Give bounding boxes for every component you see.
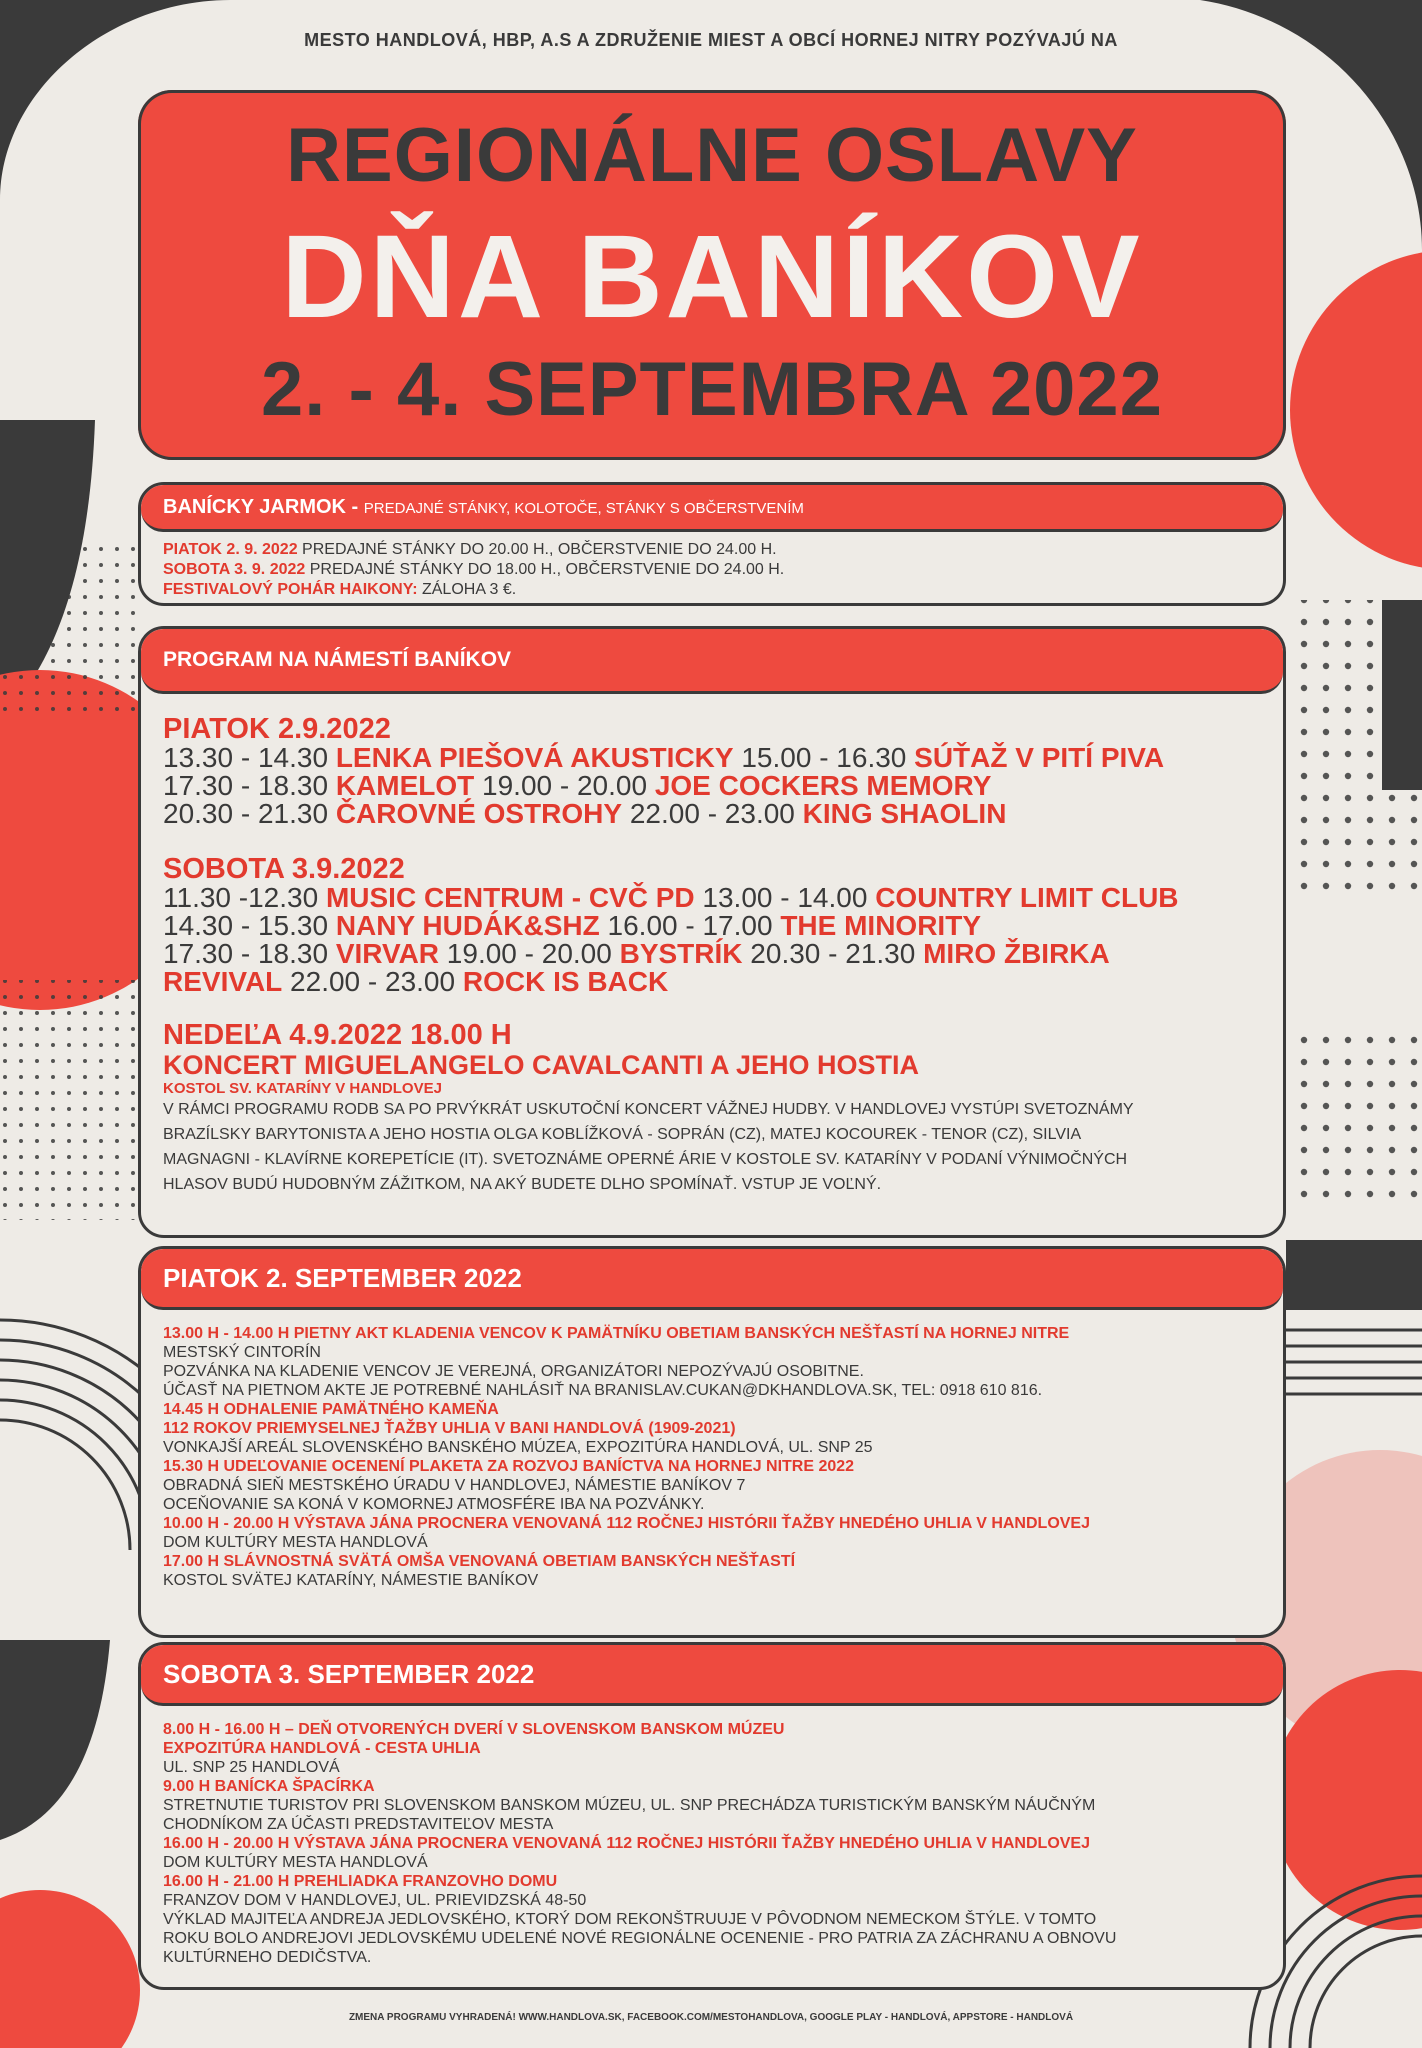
program-slot-highlight: JOE COCKERS MEMORY	[654, 770, 992, 801]
event-highlight: 13.00 H - 14.00 H PIETNY AKT KLADENIA VENCOV	[163, 1325, 547, 1342]
description-line: V RÁMCI PROGRAMU RODB SA PO PRVÝKRÁT USKUTOČNÍ KONCERT VÁŽNEJ HUDBY. V HANDLOVEJ VYSTÚPI SVETOZNÁMY	[163, 1101, 1134, 1118]
program-card	[138, 626, 1286, 1238]
program-slot-text: 22.00 - 23.00	[622, 798, 803, 829]
piatok-card	[138, 1246, 1286, 1638]
event-text: DOM KULTÚRY MESTA HANDLOVÁ	[163, 1854, 428, 1871]
jarmok-row-text: ZÁLOHA 3 €.	[417, 581, 517, 598]
program-slot-highlight: COUNTRY LIMIT CLUB	[875, 882, 1179, 913]
event-line	[163, 1834, 1261, 1853]
event-line	[163, 1720, 1261, 1739]
program-body	[141, 694, 1283, 1197]
event-highlight: 16.00 H - 21.00 H PREHLIADKA FRANZOVHO DOMU	[163, 1873, 558, 1890]
event-line	[163, 1872, 1261, 1891]
event-line	[163, 1948, 1261, 1967]
event-line	[163, 1438, 1261, 1457]
program-slot-highlight: LENKA PIEŠOVÁ AKUSTICKY	[335, 742, 734, 773]
title-dates: 2. - 4. SEPTEMBRA 2022	[261, 347, 1163, 432]
event-line	[163, 1514, 1261, 1533]
event-line	[163, 1362, 1261, 1381]
sobota-header: SOBOTA 3. SEPTEMBER 2022	[141, 1645, 1283, 1706]
event-line	[163, 1891, 1261, 1910]
program-slot-text: 19.00 - 20.00	[474, 770, 655, 801]
program-slot-text: 14.30 - 15.30	[163, 910, 336, 941]
program-slot-highlight: KAMELOT	[335, 770, 475, 801]
description-line: MAGNAGNI - KLAVÍRNE KOREPETÍCIE (IT). SVETOZNÁME OPERNÉ ÁRIE V KOSTOLE SV. KATARÍNY V PODANÍ VÝNIMOČNÝCH	[163, 1151, 1128, 1168]
event-highlight: 17.00 H SLÁVNOSTNÁ SVÄTÁ OMŠA	[163, 1553, 445, 1570]
event-highlight: V SLOVENSKOM BANSKOM MÚZEU	[502, 1721, 785, 1738]
event-text: FRANZOV DOM V HANDLOVEJ, UL. PRIEVIDZSKÁ 48-50	[163, 1892, 587, 1909]
title-line-1: REGIONÁLNE OSLAVY	[286, 113, 1138, 198]
event-highlight: 15.30 H UDEĽOVANIE OCENENÍ PLAKETA ZA ROZVOJ BANÍCTVA NA HORNEJ NITRE 2022	[163, 1458, 855, 1475]
event-line	[163, 1910, 1261, 1929]
event-highlight: VENOVANÁ OBETIAM BANSKÝCH NEŠŤASTÍ	[444, 1553, 796, 1570]
title-banner	[138, 90, 1286, 460]
program-slot-highlight: THE MINORITY	[780, 910, 981, 941]
program-slot-highlight: ROCK IS BACK	[462, 966, 669, 997]
jarmok-header	[141, 485, 1283, 532]
program-slot-highlight: KING SHAOLIN	[802, 798, 1007, 829]
event-line	[163, 1324, 1261, 1343]
program-slot-line	[163, 800, 1263, 828]
event-text: VONKAJŠÍ AREÁL SLOVENSKÉHO BANSKÉHO MÚZEA, EXPOZITÚRA HANDLOVÁ, UL. SNP 25	[163, 1439, 873, 1456]
program-slot-line	[163, 772, 1263, 800]
jarmok-row	[163, 540, 1261, 560]
jarmok-row-text: PREDAJNÉ STÁNKY DO 18.00 H., OBČERSTVENIE DO 24.00 H.	[305, 561, 785, 578]
jarmok-row-label: FESTIVALOVÝ POHÁR HAIKONY:	[163, 581, 418, 598]
event-line	[163, 1796, 1261, 1815]
event-text: ROKU BOLO ANDREJOVI JEDLOVSKÉMU UDELENÉ NOVÉ REGIONÁLNE OCENENIE - PRO PATRIA ZA ZÁCHRANU A OBNOVU	[163, 1930, 1117, 1947]
event-line	[163, 1495, 1261, 1514]
event-text: KOSTOL SVÄTEJ KATARÍNY, NÁMESTIE BANÍKOV	[163, 1572, 539, 1589]
program-slot-text: 13.00 - 14.00	[694, 882, 876, 913]
event-highlight: VENOVANÁ 112 ROČNEJ HISTÓRII ŤAŽBY HNEDÉHO UHLIA V HANDLOVEJ	[507, 1515, 1090, 1532]
event-text: DOM KULTÚRY MESTA HANDLOVÁ	[163, 1534, 428, 1551]
program-day-nedela: NEDEĽA 4.9.2022 18.00 H	[163, 1019, 512, 1051]
program-slot-line	[163, 968, 1263, 996]
event-text: ÚČASŤ NA PIETNOM AKTE JE POTREBNÉ NAHLÁSIŤ NA BRANISLAV.CUKAN@DKHANDLOVA.SK, TEL: 0918 610 816.	[163, 1382, 1043, 1399]
program-slot-text: 17.30 - 18.30	[163, 770, 336, 801]
concert-description	[163, 1097, 1263, 1197]
sobota-card	[138, 1642, 1286, 1990]
program-slot-highlight: ČAROVNÉ OSTROHY	[335, 798, 623, 829]
event-line	[163, 1552, 1261, 1571]
event-text: CHODNÍKOM ZA ÚČASTI PREDSTAVITEĽOV MESTA	[163, 1816, 554, 1833]
description-line: HLASOV BUDÚ HUDOBNÝM ZÁŽITKOM, NA AKÝ BUDETE DLHO SPOMÍNAŤ. VSTUP JE VOĽNÝ.	[163, 1176, 882, 1193]
event-text: KULTÚRNEHO DEDIČSTVA.	[163, 1949, 372, 1966]
event-line	[163, 1929, 1261, 1948]
event-line	[163, 1419, 1261, 1438]
event-line	[163, 1815, 1261, 1834]
event-line	[163, 1476, 1261, 1495]
program-header: PROGRAM NA NÁMESTÍ BANÍKOV	[141, 629, 1283, 694]
event-text: UL. SNP 25 HANDLOVÁ	[163, 1759, 340, 1776]
event-line	[163, 1400, 1261, 1419]
program-slots-piatok	[163, 744, 1263, 828]
event-text: OBRADNÁ SIEŇ MESTSKÉHO ÚRADU V HANDLOVEJ, NÁMESTIE BANÍKOV 7	[163, 1477, 746, 1494]
event-highlight: 16.00 H - 20.00 H VÝSTAVA JÁNA PROCNERA	[163, 1835, 508, 1852]
program-slot-highlight: VIRVAR	[335, 938, 440, 969]
piatok-events	[141, 1310, 1283, 1590]
program-slot-text: 16.00 - 17.00	[599, 910, 781, 941]
event-highlight: 9.00 H BANÍCKA ŠPACÍRKA	[163, 1778, 375, 1795]
jarmok-row-label: PIATOK 2. 9. 2022	[163, 541, 298, 558]
jarmok-row-text: PREDAJNÉ STÁNKY DO 20.00 H., OBČERSTVENIE DO 24.00 H.	[297, 541, 777, 558]
event-text: POZVÁNKA NA KLADENIE VENCOV JE VEREJNÁ, ORGANIZÁTORI NEPOZÝVAJÚ OSOBITNE.	[163, 1363, 864, 1380]
description-line: BRAZÍLSKY BARYTONISTA A JEHO HOSTIA OLGA KOBLÍŽKOVÁ - SOPRÁN (CZ), MATEJ KOCOUREK - TENOR (CZ), SILVIA	[163, 1126, 1082, 1143]
program-slot-line	[163, 912, 1263, 940]
event-line	[163, 1533, 1261, 1552]
concert-place: KOSTOL SV. KATARÍNY V HANDLOVEJ	[163, 1080, 442, 1097]
program-slot-highlight: MUSIC CENTRUM - CVČ PD	[325, 882, 695, 913]
program-slot-highlight: MIRO ŽBIRKA	[923, 938, 1110, 969]
jarmok-subtitle: PREDAJNÉ STÁNKY, KOLOTOČE, STÁNKY S OBČERSTVENÍM	[363, 500, 804, 517]
program-slot-text: 19.00 - 20.00	[439, 938, 620, 969]
program-slot-text: 11.30 -12.30	[163, 882, 326, 913]
jarmok-title: BANÍCKY JARMOK -	[163, 496, 364, 518]
program-slot-text: 20.30 - 21.30	[163, 798, 336, 829]
event-line	[163, 1758, 1261, 1777]
jarmok-row-label: SOBOTA 3. 9. 2022	[163, 561, 306, 578]
concert-title: KONCERT MIGUELANGELO CAVALCANTI A JEHO HOSTIA	[163, 1050, 919, 1080]
program-slot-text: 22.00 - 23.00	[282, 966, 463, 997]
event-text: VÝKLAD MAJITEĽA ANDREJA JEDLOVSKÉHO, KTORÝ DOM REKONŠTRUUJE V PÔVODNOM NEMECKOM ŠTÝLE. V TOMTO	[163, 1911, 1097, 1928]
program-slot-text: 15.00 - 16.30	[733, 742, 915, 773]
event-highlight: VENOVANÁ 112 ROČNEJ HISTÓRII ŤAŽBY HNEDÉHO UHLIA V HANDLOVEJ	[507, 1835, 1090, 1852]
event-highlight: 112 ROKOV PRIEMYSELNEJ ŤAŽBY UHLIA V BANI HANDLOVÁ (1909-2021)	[163, 1420, 736, 1437]
event-line	[163, 1343, 1261, 1362]
program-slot-highlight: NANY HUDÁK&SHZ	[335, 910, 600, 941]
program-slot-line	[163, 884, 1263, 912]
jarmok-card	[138, 482, 1286, 606]
sobota-events	[141, 1706, 1283, 1967]
event-line	[163, 1381, 1261, 1400]
piatok-header: PIATOK 2. SEPTEMBER 2022	[141, 1249, 1283, 1310]
jarmok-row	[163, 560, 1261, 580]
program-slot-line	[163, 744, 1263, 772]
footer-note: ZMENA PROGRAMU VYHRADENÁ! WWW.HANDLOVA.SK, FACEBOOK.COM/MESTOHANDLOVA, GOOGLE PLAY - HANDLOVÁ, APPSTORE - HANDLOVÁ	[348, 2012, 1074, 2023]
event-highlight: 8.00 H - 16.00 H – DEŇ OTVORENÝCH DVERÍ	[163, 1721, 503, 1738]
event-line	[163, 1571, 1261, 1590]
event-line	[163, 1457, 1261, 1476]
program-day-piatok: PIATOK 2.9.2022	[163, 713, 391, 745]
program-slots-sobota	[163, 884, 1263, 996]
program-slot-highlight: SÚŤAŽ V PITÍ PIVA	[914, 742, 1165, 773]
program-slot-text: 20.30 - 21.30	[742, 938, 924, 969]
program-day-sobota: SOBOTA 3.9.2022	[163, 853, 405, 885]
event-line	[163, 1739, 1261, 1758]
program-slot-line	[163, 940, 1263, 968]
event-text: MESTSKÝ CINTORÍN	[163, 1344, 321, 1361]
jarmok-body	[141, 532, 1283, 606]
event-line	[163, 1853, 1261, 1872]
event-highlight: 14.45 H ODHALENIE PAMÄTNÉHO KAMEŇA	[163, 1401, 499, 1418]
program-slot-highlight: REVIVAL	[163, 966, 283, 997]
program-slot-text: 13.30 - 14.30	[163, 742, 336, 773]
program-slot-text: 17.30 - 18.30	[163, 938, 336, 969]
event-text: OCEŇOVANIE SA KONÁ V KOMORNEJ ATMOSFÉRE IBA NA POZVÁNKY.	[163, 1496, 705, 1513]
event-highlight: 10.00 H - 20.00 H VÝSTAVA JÁNA PROCNERA	[163, 1515, 508, 1532]
jarmok-row	[163, 580, 1261, 600]
event-highlight: EXPOZITÚRA HANDLOVÁ - CESTA UHLIA	[163, 1740, 481, 1757]
event-text: STRETNUTIE TURISTOV PRI SLOVENSKOM BANSKOM MÚZEU, UL. SNP PRECHÁDZA TURISTICKÝM BANSKÝM NÁUČNÝM	[163, 1797, 1096, 1814]
event-highlight: K PAMÄTNÍKU OBETIAM BANSKÝCH NEŠŤASTÍ NA HORNEJ NITRE	[546, 1325, 1070, 1342]
event-line	[163, 1777, 1261, 1796]
program-slot-highlight: BYSTRÍK	[619, 938, 743, 969]
invite-line: MESTO HANDLOVÁ, HBP, A.S A ZDRUŽENIE MIEST A OBCÍ HORNEJ NITRY POZÝVAJÚ NA	[304, 30, 1118, 50]
title-line-2: DŇA BANÍKOV	[281, 211, 1143, 343]
